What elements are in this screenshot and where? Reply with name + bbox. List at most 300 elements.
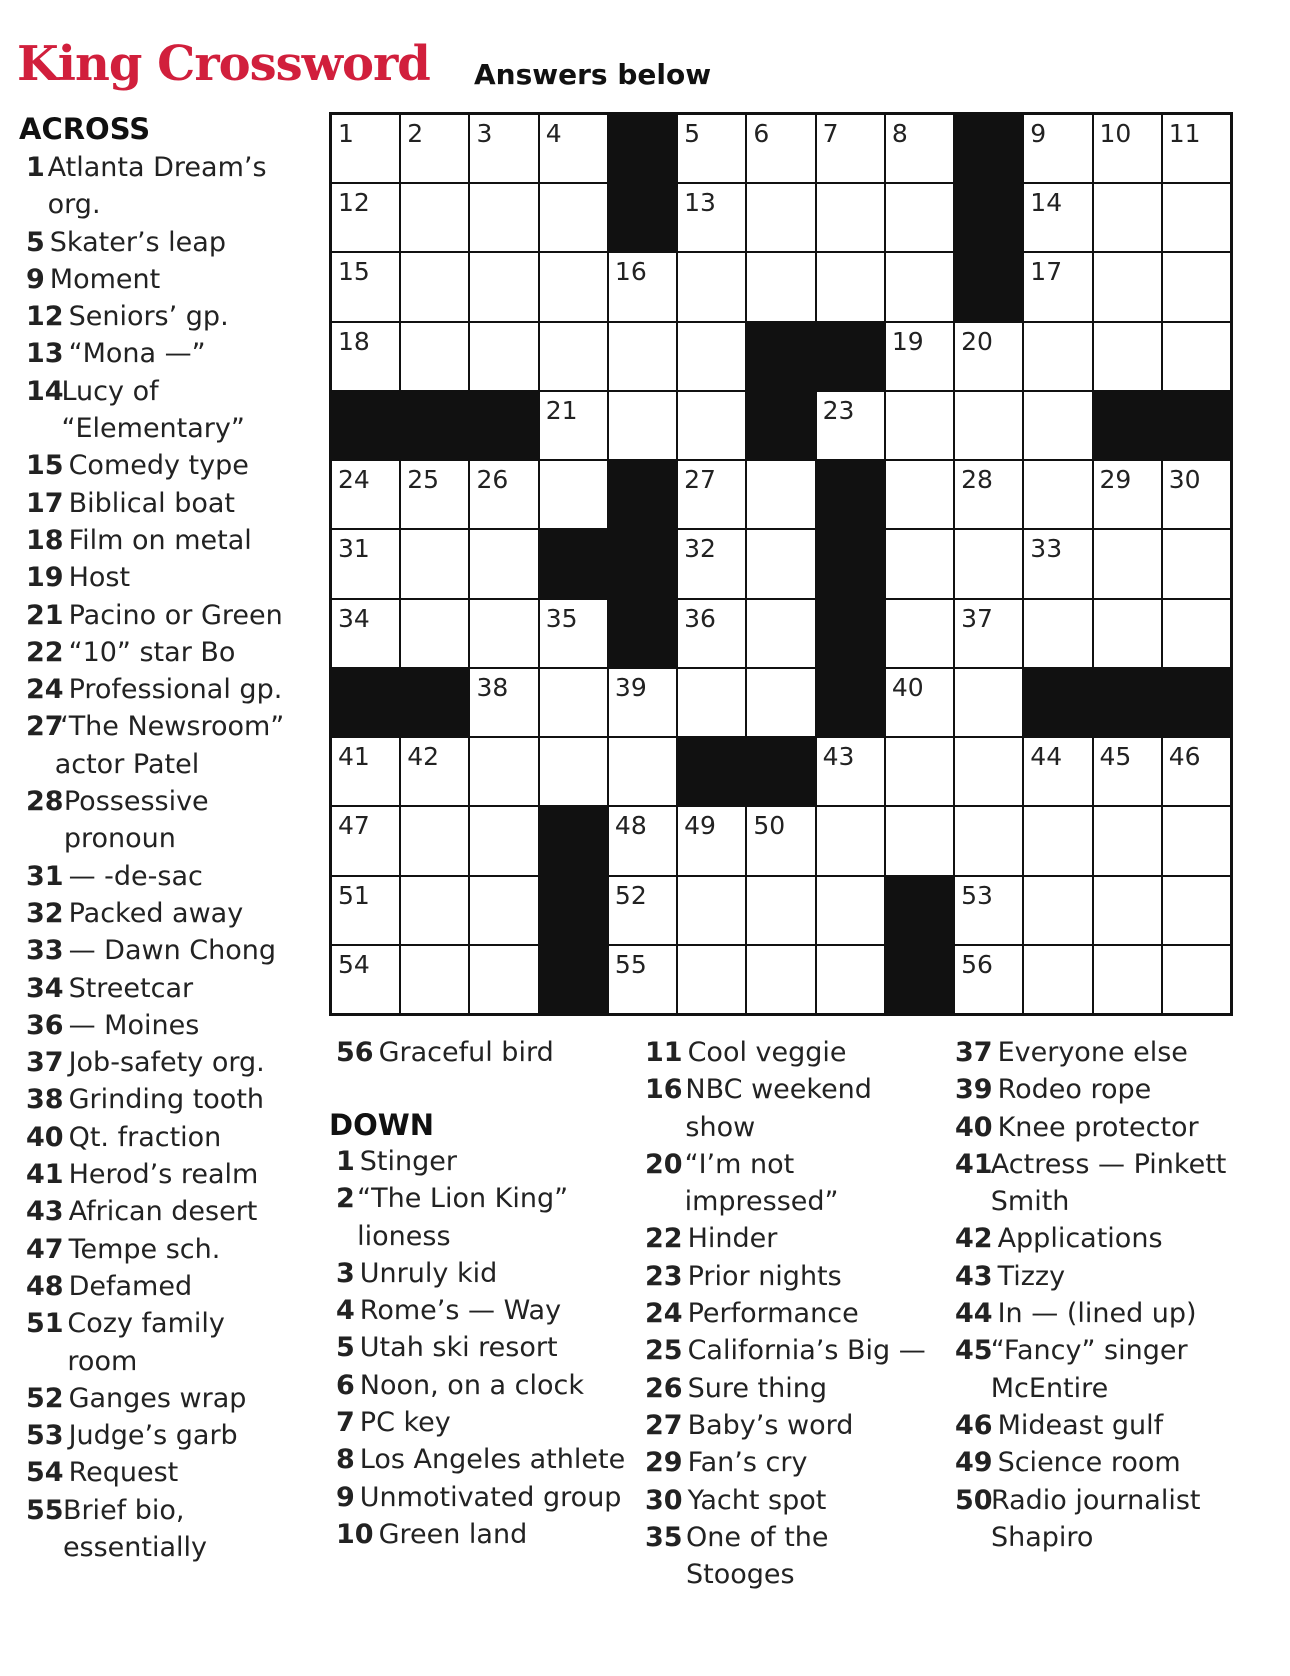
grid-cell[interactable] <box>886 530 953 597</box>
grid-cell[interactable] <box>817 392 884 459</box>
cell-number: 50 <box>753 811 786 841</box>
clue-item <box>336 1143 626 1180</box>
grid-cell[interactable] <box>1163 461 1230 528</box>
clue-item <box>336 1292 626 1329</box>
clue-item <box>26 1156 296 1193</box>
clue-text: Biblical boat <box>68 487 236 519</box>
grid-cell[interactable] <box>470 530 537 597</box>
grid-cell[interactable] <box>678 946 745 1013</box>
grid-cell[interactable] <box>401 877 468 944</box>
clue-number: 47 <box>26 1233 64 1265</box>
black-square <box>540 946 607 1013</box>
black-square <box>609 461 676 528</box>
down-clues-list-2 <box>645 1034 935 1593</box>
grid-cell[interactable] <box>1163 115 1230 182</box>
grid-cell[interactable] <box>470 877 537 944</box>
clue-number: 5 <box>336 1332 355 1364</box>
clue-number: 45 <box>955 1335 993 1367</box>
grid-cell[interactable] <box>609 738 676 805</box>
grid-cell[interactable] <box>1024 392 1091 459</box>
grid-cell[interactable] <box>1024 323 1091 390</box>
cell-number: 45 <box>1099 742 1132 772</box>
grid-cell[interactable] <box>747 600 814 667</box>
clue-number: 15 <box>26 450 64 482</box>
clue-number: 48 <box>26 1270 64 1302</box>
grid-cell[interactable] <box>332 600 399 667</box>
clue-number: 24 <box>26 674 64 706</box>
clue-text: Defamed <box>68 1270 193 1302</box>
clue-number: 37 <box>955 1037 993 1068</box>
grid-cell[interactable] <box>955 392 1022 459</box>
grid-cell[interactable] <box>747 530 814 597</box>
grid-cell[interactable] <box>1163 253 1230 320</box>
grid-cell[interactable] <box>678 877 745 944</box>
clue-item <box>26 224 296 261</box>
grid-cell[interactable] <box>1163 323 1230 390</box>
page-title: King Crossword <box>17 36 430 92</box>
clue-number: 11 <box>645 1037 683 1068</box>
grid-cell[interactable] <box>470 946 537 1013</box>
grid-cell[interactable] <box>817 184 884 251</box>
clue-item <box>336 1404 626 1441</box>
grid-cell[interactable] <box>332 946 399 1013</box>
grid-cell[interactable] <box>747 877 814 944</box>
clue-number: 7 <box>336 1407 355 1439</box>
grid-cell[interactable] <box>678 600 745 667</box>
clue-text: NBC weekend show <box>685 1074 872 1143</box>
grid-cell[interactable] <box>1094 253 1161 320</box>
grid-cell[interactable] <box>609 323 676 390</box>
grid-cell[interactable] <box>332 461 399 528</box>
clue-item <box>26 1119 296 1156</box>
black-square <box>955 184 1022 251</box>
grid-cell[interactable] <box>332 184 399 251</box>
grid-cell[interactable] <box>678 253 745 320</box>
grid-cell[interactable] <box>886 392 953 459</box>
clue-number: 33 <box>26 935 64 967</box>
black-square <box>1163 392 1230 459</box>
grid-cell[interactable] <box>1024 946 1091 1013</box>
grid-cell[interactable] <box>1094 184 1161 251</box>
grid-cell[interactable] <box>1024 253 1091 320</box>
clue-text: Applications <box>997 1223 1163 1255</box>
grid-cell[interactable] <box>1094 807 1161 874</box>
clue-number: 39 <box>955 1074 993 1106</box>
clue-number: 41 <box>26 1159 64 1191</box>
grid-cell[interactable] <box>332 738 399 805</box>
grid-cell[interactable] <box>470 600 537 667</box>
black-square <box>747 323 814 390</box>
cell-number: 14 <box>1030 188 1063 218</box>
grid-cell[interactable] <box>678 530 745 597</box>
grid-cell[interactable] <box>747 807 814 874</box>
black-square <box>817 530 884 597</box>
grid-cell[interactable] <box>609 392 676 459</box>
clue-number: 34 <box>26 972 64 1004</box>
clue-number: 38 <box>26 1084 64 1116</box>
grid-cell[interactable] <box>747 461 814 528</box>
grid-cell[interactable] <box>332 253 399 320</box>
grid-cell[interactable] <box>470 323 537 390</box>
grid-cell[interactable] <box>1094 530 1161 597</box>
grid-cell[interactable] <box>1094 946 1161 1013</box>
grid-cell[interactable] <box>886 738 953 805</box>
grid-cell[interactable] <box>401 738 468 805</box>
grid-cell[interactable] <box>747 184 814 251</box>
grid-cell[interactable] <box>747 253 814 320</box>
grid-cell[interactable] <box>1024 115 1091 182</box>
grid-cell[interactable] <box>540 115 607 182</box>
clue-text: Unruly kid <box>359 1257 498 1289</box>
clue-number: 27 <box>26 711 64 743</box>
clue-text: Utah ski resort <box>359 1332 558 1364</box>
cell-number: 3 <box>476 119 493 148</box>
clue-text: — Moines <box>68 1009 200 1041</box>
across-clues-list-continued <box>336 1034 626 1071</box>
grid-cell[interactable] <box>886 669 953 736</box>
cell-number: 38 <box>476 672 509 702</box>
cell-number: 21 <box>545 395 578 425</box>
cell-number: 16 <box>614 257 647 287</box>
clue-text: Graceful bird <box>378 1037 554 1068</box>
grid-cell[interactable] <box>540 461 607 528</box>
clue-text: — Dawn Chong <box>68 935 277 967</box>
grid-cell[interactable] <box>609 669 676 736</box>
clue-number: 43 <box>955 1260 993 1292</box>
grid-cell[interactable] <box>817 738 884 805</box>
clue-item <box>26 447 296 484</box>
clue-item <box>26 261 296 298</box>
clue-text: Seniors’ gp. <box>68 301 229 333</box>
grid-cell[interactable] <box>1163 738 1230 805</box>
clue-item <box>645 1370 935 1407</box>
clue-number: 29 <box>645 1447 683 1479</box>
grid-cell[interactable] <box>401 461 468 528</box>
grid-cell[interactable] <box>955 669 1022 736</box>
grid-cell[interactable] <box>886 115 953 182</box>
grid-cell[interactable] <box>1024 461 1091 528</box>
grid-cell[interactable] <box>1024 807 1091 874</box>
cell-number: 23 <box>822 395 855 425</box>
grid-cell[interactable] <box>817 946 884 1013</box>
grid-cell[interactable] <box>609 877 676 944</box>
clue-text: Moment <box>49 263 161 295</box>
cell-number: 9 <box>1030 119 1047 148</box>
clue-number: 22 <box>26 636 64 668</box>
cell-number: 7 <box>822 119 839 148</box>
clue-item <box>26 485 296 522</box>
grid-cell[interactable] <box>1163 530 1230 597</box>
clue-text: Film on metal <box>68 524 252 556</box>
black-square <box>886 877 953 944</box>
grid-cell[interactable] <box>1094 877 1161 944</box>
grid-cell[interactable] <box>401 946 468 1013</box>
clue-text: Atlanta Dream’s org. <box>47 152 267 221</box>
grid-cell[interactable] <box>401 115 468 182</box>
black-square <box>540 530 607 597</box>
grid-cell[interactable] <box>1024 738 1091 805</box>
grid-cell[interactable] <box>955 877 1022 944</box>
clue-text: Fan’s cry <box>687 1447 808 1479</box>
clue-text: Rome’s — Way <box>359 1295 562 1327</box>
clue-text: Judge’s garb <box>68 1420 238 1452</box>
grid-cell[interactable] <box>540 253 607 320</box>
grid-cell[interactable] <box>1094 600 1161 667</box>
clue-item <box>955 1220 1255 1257</box>
grid-cell[interactable] <box>886 600 953 667</box>
black-square <box>886 946 953 1013</box>
clue-number: 9 <box>336 1481 355 1513</box>
clue-item <box>955 1258 1255 1295</box>
clue-text: “Fancy” singer McEntire <box>990 1335 1188 1404</box>
clue-text: Noon, on a clock <box>359 1369 584 1401</box>
cell-number: 46 <box>1168 742 1201 772</box>
clue-number: 25 <box>645 1335 683 1367</box>
grid-cell[interactable] <box>332 530 399 597</box>
cell-number: 25 <box>407 465 440 495</box>
grid-cell[interactable] <box>1094 461 1161 528</box>
grid-cell[interactable] <box>540 600 607 667</box>
grid-cell[interactable] <box>678 461 745 528</box>
grid-cell[interactable] <box>955 323 1022 390</box>
clue-number: 26 <box>645 1372 683 1404</box>
grid-cell[interactable] <box>609 807 676 874</box>
down-clues-list-3 <box>955 1034 1255 1556</box>
grid-cell[interactable] <box>332 807 399 874</box>
clue-text: Sure thing <box>687 1372 827 1404</box>
down-clues-list-1 <box>336 1143 626 1553</box>
grid-cell[interactable] <box>540 669 607 736</box>
black-square <box>955 115 1022 182</box>
clue-item <box>26 671 296 708</box>
grid-cell[interactable] <box>886 323 953 390</box>
grid-cell[interactable] <box>609 946 676 1013</box>
black-square <box>817 669 884 736</box>
clue-item <box>26 634 296 671</box>
cell-number: 13 <box>684 188 716 218</box>
cell-number: 36 <box>684 603 716 633</box>
cell-number: 32 <box>684 534 716 564</box>
cell-number: 43 <box>822 742 855 772</box>
clue-number: 5 <box>26 226 45 258</box>
grid-cell[interactable] <box>470 253 537 320</box>
grid-cell[interactable] <box>678 669 745 736</box>
grid-cell[interactable] <box>678 323 745 390</box>
grid-cell[interactable] <box>886 184 953 251</box>
clue-text: Host <box>68 562 131 594</box>
cell-number: 47 <box>338 811 370 841</box>
grid-cell[interactable] <box>1094 323 1161 390</box>
grid-cell[interactable] <box>540 392 607 459</box>
black-square <box>1094 392 1161 459</box>
clue-item <box>645 1034 935 1071</box>
grid-cell[interactable] <box>955 530 1022 597</box>
grid-cell[interactable] <box>470 184 537 251</box>
clue-text: Knee protector <box>997 1111 1199 1143</box>
grid-cell[interactable] <box>817 115 884 182</box>
grid-cell[interactable] <box>817 877 884 944</box>
grid-cell[interactable] <box>470 807 537 874</box>
grid-cell[interactable] <box>955 946 1022 1013</box>
grid-cell[interactable] <box>1024 184 1091 251</box>
clue-number: 1 <box>336 1146 355 1177</box>
cell-number: 55 <box>614 949 647 979</box>
black-square <box>332 392 399 459</box>
clue-text: Actress — Pinkett Smith <box>990 1148 1227 1218</box>
clue-number: 6 <box>336 1369 355 1401</box>
grid-cell[interactable] <box>332 877 399 944</box>
grid-cell[interactable] <box>470 461 537 528</box>
grid-cell[interactable] <box>747 669 814 736</box>
clue-number: 19 <box>26 562 64 594</box>
grid-cell[interactable] <box>540 323 607 390</box>
clue-text: Cool veggie <box>687 1037 847 1068</box>
cell-number: 10 <box>1099 119 1132 148</box>
clue-number: 30 <box>645 1484 683 1516</box>
cell-number: 8 <box>891 119 908 148</box>
clue-item <box>645 1295 935 1332</box>
black-square <box>609 184 676 251</box>
cell-number: 37 <box>961 603 993 633</box>
grid-cell[interactable] <box>1163 600 1230 667</box>
cell-number: 17 <box>1030 257 1063 287</box>
grid-cell[interactable] <box>1024 530 1091 597</box>
grid-cell[interactable] <box>1163 877 1230 944</box>
cell-number: 15 <box>338 257 370 287</box>
grid-cell[interactable] <box>1024 600 1091 667</box>
clue-number: 56 <box>336 1037 374 1068</box>
clue-item <box>645 1258 935 1295</box>
grid-cell[interactable] <box>886 807 953 874</box>
grid-cell[interactable] <box>1163 807 1230 874</box>
clue-item <box>26 1454 296 1491</box>
grid-cell[interactable] <box>401 807 468 874</box>
clue-number: 54 <box>26 1457 64 1489</box>
grid-cell[interactable] <box>886 253 953 320</box>
cell-number: 39 <box>614 672 647 702</box>
cell-number: 26 <box>476 465 509 495</box>
clue-item <box>955 1332 1255 1407</box>
clue-item <box>955 1407 1255 1444</box>
clue-number: 46 <box>955 1409 993 1441</box>
grid-cell[interactable] <box>955 461 1022 528</box>
cell-number: 5 <box>684 119 701 148</box>
grid-cell[interactable] <box>470 115 537 182</box>
grid-cell[interactable] <box>1024 877 1091 944</box>
cell-number: 41 <box>338 742 370 772</box>
clue-number: 22 <box>645 1223 683 1255</box>
clue-item <box>26 1044 296 1081</box>
clue-text: One of the Stooges <box>686 1521 829 1591</box>
clue-item <box>645 1519 935 1594</box>
grid-cell[interactable] <box>540 738 607 805</box>
cell-number: 40 <box>891 672 924 702</box>
clue-item <box>645 1146 935 1221</box>
grid-cell[interactable] <box>886 461 953 528</box>
clue-text: Skater’s leap <box>49 226 226 258</box>
grid-cell[interactable] <box>401 530 468 597</box>
grid-cell[interactable] <box>609 253 676 320</box>
clue-number: 32 <box>26 897 64 929</box>
clue-number: 24 <box>645 1298 683 1330</box>
clue-text: Yacht spot <box>687 1484 827 1516</box>
grid-cell[interactable] <box>678 184 745 251</box>
grid-cell[interactable] <box>678 392 745 459</box>
grid-cell[interactable] <box>401 600 468 667</box>
grid-cell[interactable] <box>401 253 468 320</box>
clue-number: 40 <box>955 1111 993 1143</box>
clue-text: “10” star Bo <box>68 636 236 668</box>
grid-cell[interactable] <box>332 115 399 182</box>
cell-number: 54 <box>338 949 370 979</box>
grid-cell[interactable] <box>747 946 814 1013</box>
black-square <box>1094 669 1161 736</box>
clue-item <box>336 1479 626 1516</box>
grid-cell[interactable] <box>955 807 1022 874</box>
clue-item <box>26 708 296 783</box>
clue-text: Grinding tooth <box>68 1084 265 1116</box>
grid-cell[interactable] <box>955 600 1022 667</box>
grid-cell[interactable] <box>678 115 745 182</box>
clue-item <box>955 1109 1255 1146</box>
clue-number: 10 <box>336 1518 374 1550</box>
clue-text: Possessive pronoun <box>63 786 209 855</box>
clue-number: 8 <box>336 1444 355 1476</box>
cell-number: 24 <box>338 465 370 495</box>
clue-text: California’s Big — <box>687 1335 926 1367</box>
clue-item <box>26 1268 296 1305</box>
grid-cell[interactable] <box>817 807 884 874</box>
clue-number: 3 <box>336 1257 355 1289</box>
clue-number: 27 <box>645 1409 683 1441</box>
clue-number: 37 <box>26 1047 64 1079</box>
clue-number: 18 <box>26 524 64 556</box>
grid-cell[interactable] <box>540 184 607 251</box>
grid-cell[interactable] <box>678 807 745 874</box>
grid-cell[interactable] <box>817 253 884 320</box>
grid-cell[interactable] <box>401 184 468 251</box>
grid-cell[interactable] <box>1094 115 1161 182</box>
black-square <box>1163 669 1230 736</box>
clue-item <box>645 1071 935 1146</box>
clue-item <box>336 1180 626 1255</box>
clue-text: Request <box>68 1457 179 1489</box>
clue-text: Science room <box>997 1447 1181 1479</box>
grid-cell[interactable] <box>1094 738 1161 805</box>
black-square <box>747 392 814 459</box>
clue-item <box>645 1444 935 1481</box>
clue-item <box>955 1482 1255 1557</box>
clue-item <box>26 1492 296 1567</box>
cell-number: 49 <box>684 811 716 841</box>
grid-cell[interactable] <box>470 738 537 805</box>
clue-text: Comedy type <box>68 450 249 482</box>
grid-cell[interactable] <box>1163 946 1230 1013</box>
clue-text: Brief bio, essentially <box>62 1494 208 1563</box>
grid-cell[interactable] <box>332 323 399 390</box>
clue-item <box>955 1295 1255 1332</box>
clue-number: 13 <box>26 338 64 370</box>
grid-cell[interactable] <box>1163 184 1230 251</box>
black-square <box>609 115 676 182</box>
cell-number: 2 <box>407 119 424 148</box>
clue-number: 28 <box>26 786 64 818</box>
grid-cell[interactable] <box>955 738 1022 805</box>
grid-cell[interactable] <box>470 669 537 736</box>
cell-number: 29 <box>1099 465 1132 495</box>
grid-cell[interactable] <box>747 115 814 182</box>
grid-cell[interactable] <box>401 323 468 390</box>
